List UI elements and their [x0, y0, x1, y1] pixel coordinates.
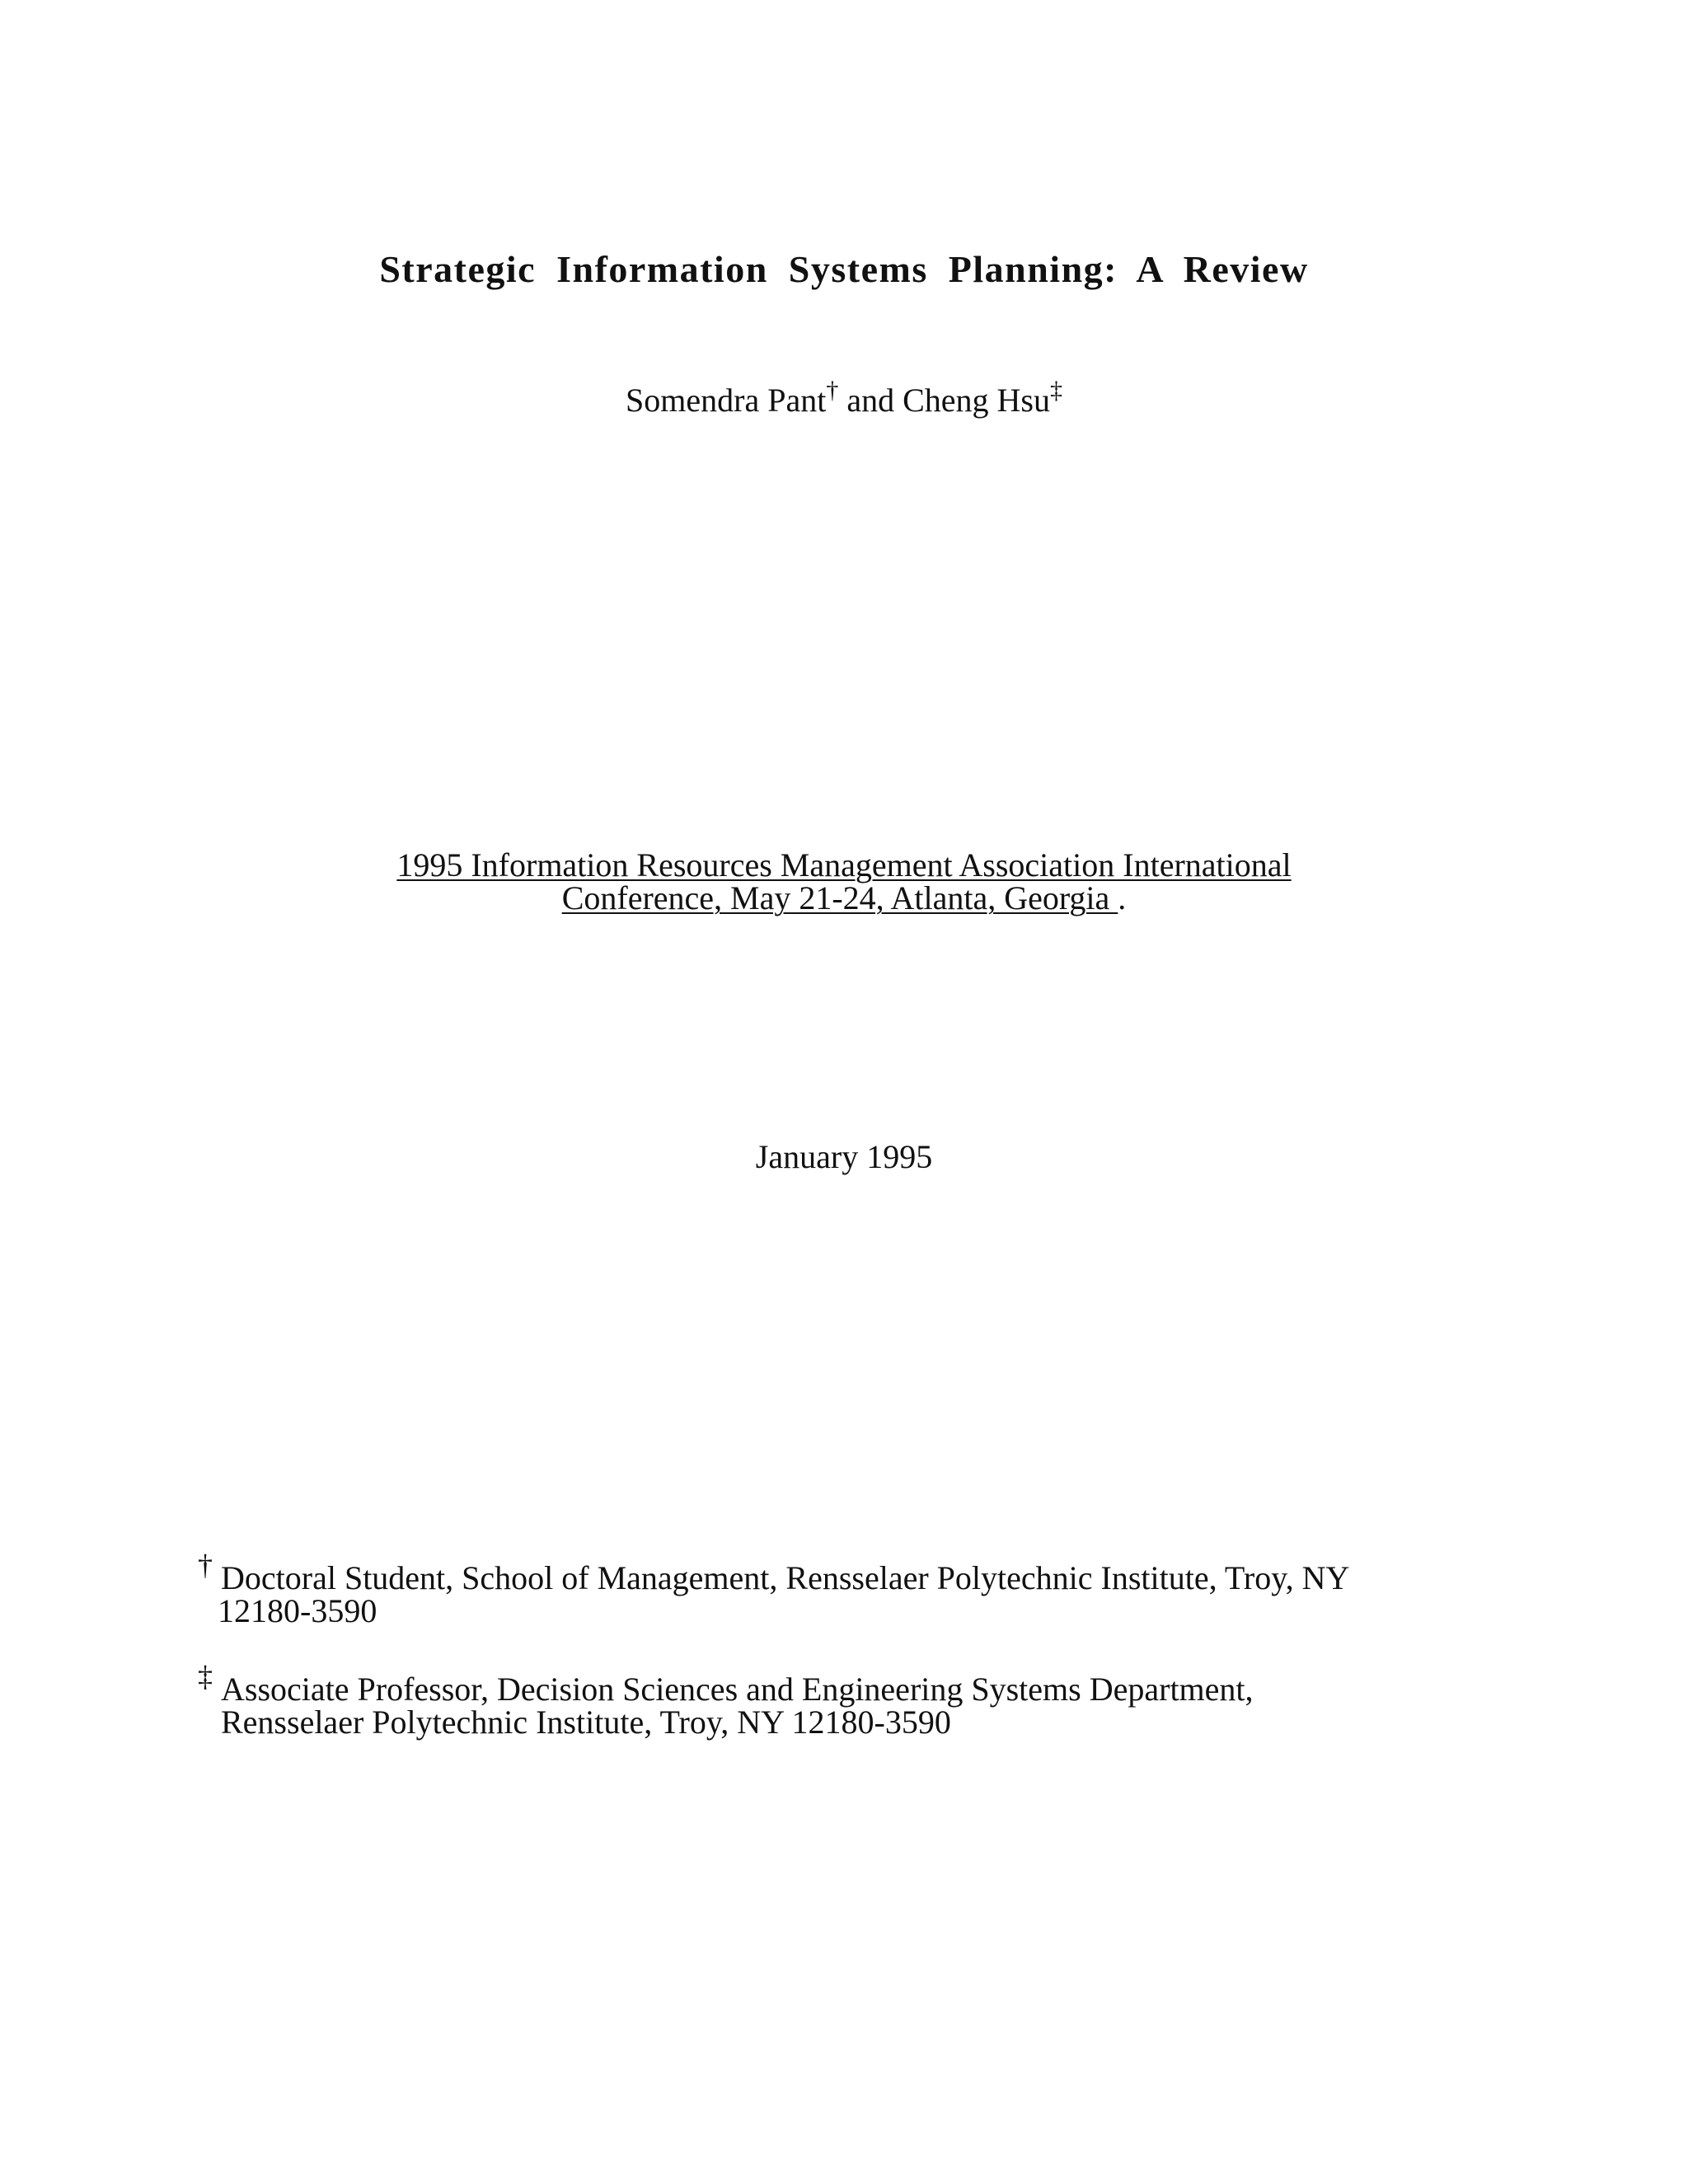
- author-line: [0, 377, 1688, 419]
- author-conjunction: and: [846, 382, 895, 419]
- dagger-footnote-symbol: †: [198, 1549, 213, 1582]
- footnote-text-line: 12180-3590: [218, 1592, 377, 1629]
- dagger-footnote-mark: †: [826, 377, 839, 404]
- footnote-text-line: Rensselaer Polytechnic Institute, Troy, NY 12180-3590: [221, 1704, 951, 1741]
- conference-period: .: [1118, 879, 1127, 916]
- conference-line-1: 1995 Information Resources Management Association International: [396, 846, 1292, 883]
- author-name: Cheng Hsu: [903, 382, 1050, 419]
- author-name: Somendra Pant: [626, 382, 827, 419]
- footnote-text-line: Doctoral Student, School of Management, Rensselaer Polytechnic Institute, Troy, NY: [221, 1559, 1350, 1596]
- paper-title: Strategic Information Systems Planning: A Review: [379, 248, 1309, 290]
- conference-citation: [0, 846, 1688, 916]
- double-dagger-footnote-mark: ‡: [1049, 377, 1062, 404]
- conference-line-2: Conference, May 21-24, Atlanta, Georgia: [561, 879, 1118, 916]
- footnote-text-line: Associate Professor, Decision Sciences and Engineering Systems Department,: [221, 1671, 1254, 1708]
- double-dagger-footnote-symbol: ‡: [198, 1660, 213, 1693]
- publication-date: January 1995: [755, 1138, 933, 1175]
